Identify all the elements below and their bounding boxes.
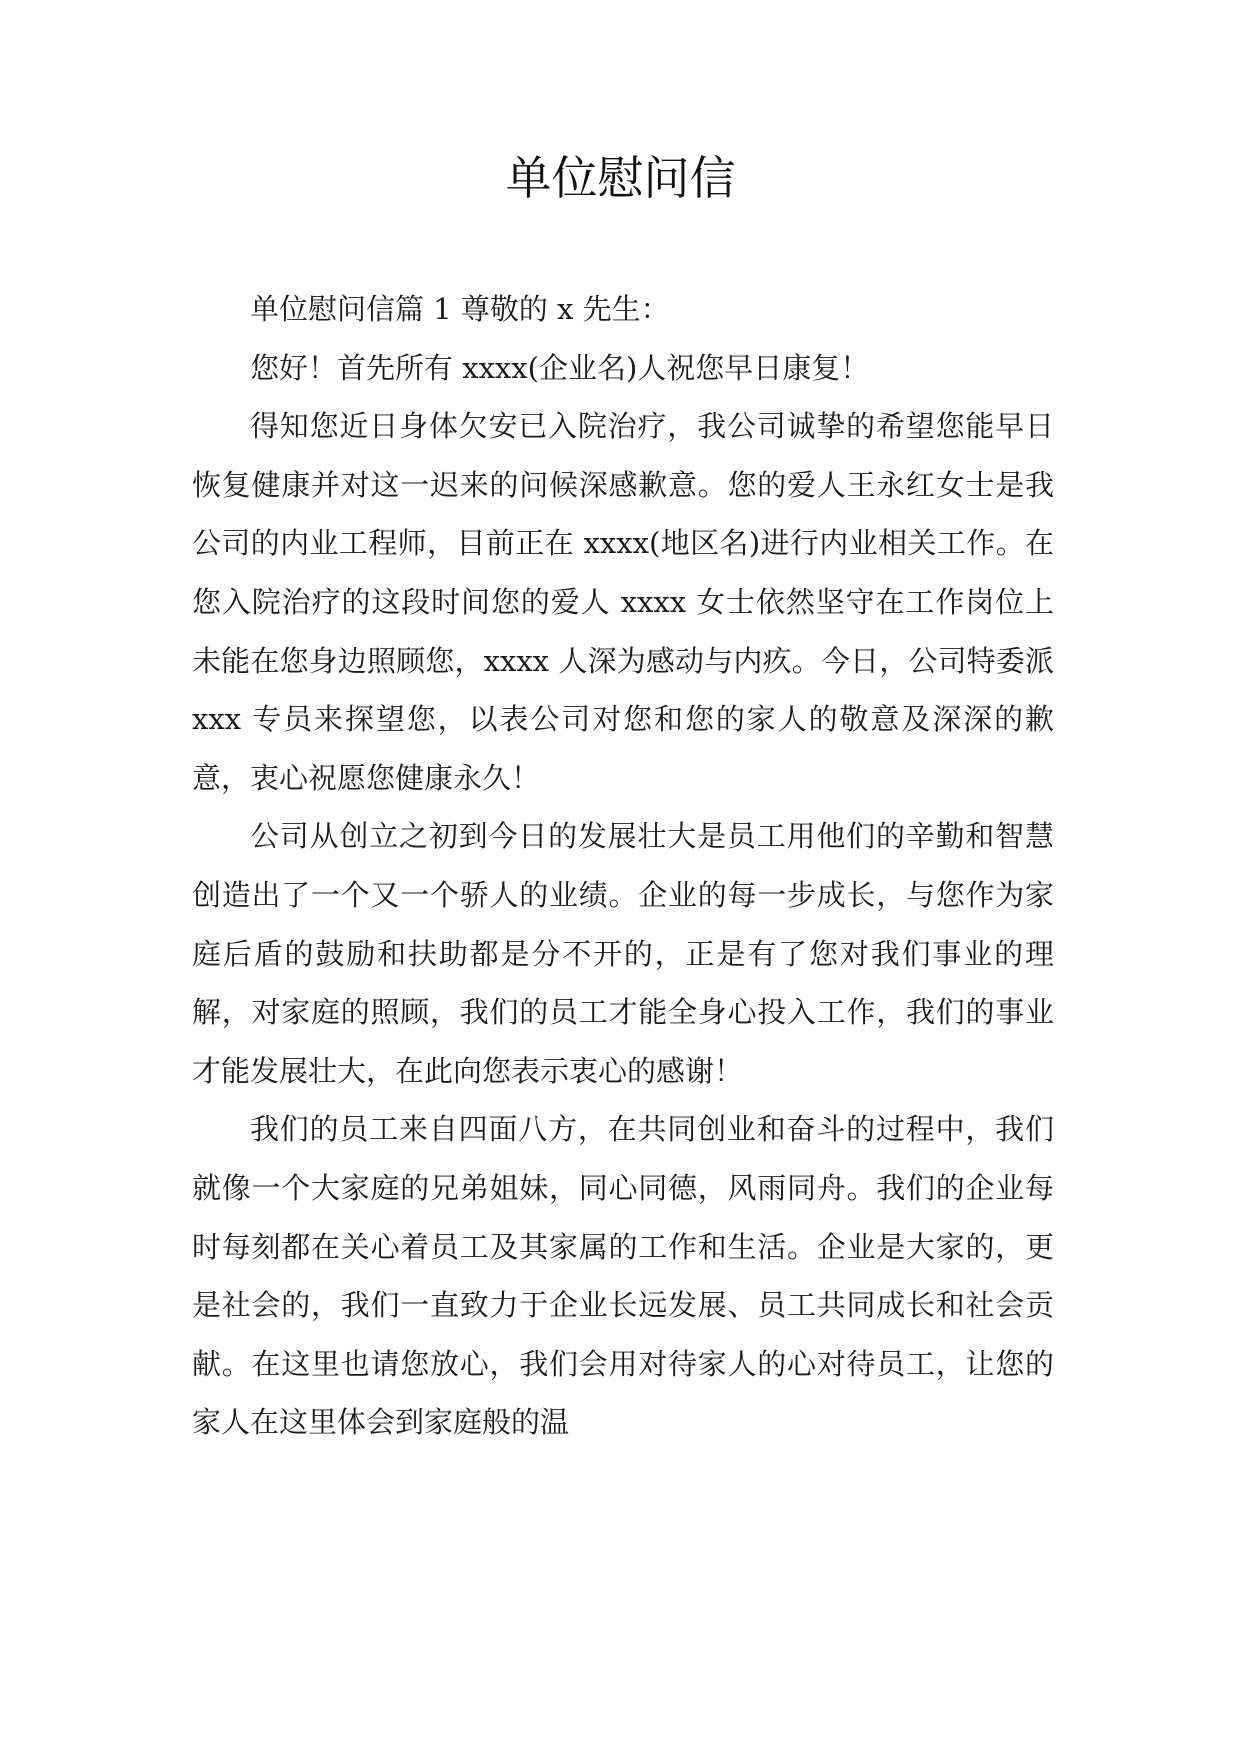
paragraph-body-1: 得知您近日身体欠安已入院治疗，我公司诚挚的希望您能早日恢复健康并对这一迟来的问候深感歉意。您的爱人王永红女士是我公司的内业工程师，目前正在 xxxx(地区名)进行内业相关工作。在您入院治疗的这段时间您的爱人 xxxx 女士依然坚守在工作岗位上未能在您身边照顾您，xxxx 人深为感动与内疚。今日，公司特委派 xxx 专员来探望您，以表公司对您和您的家人的敬意及深深的歉意，衷心祝愿您健康永久！ <box>192 409 1054 795</box>
letter-body <box>192 280 1054 1452</box>
paragraph-salutation: 单位慰问信篇 1 尊敬的 x 先生： <box>250 292 670 326</box>
paragraph-greeting: 您好！首先所有 xxxx(企业名)人祝您早日康复！ <box>250 350 870 385</box>
paragraph-body-3: 我们的员工来自四面八方，在共同创业和奋斗的过程中，我们就像一个大家庭的兄弟姐妹，同心同德，风雨同舟。我们的企业每时每刻都在关心着员工及其家属的工作和生活。企业是大家的，更是社会的，我们一直致力于企业长远发展、员工共同成长和社会贡献。在这里也请您放心，我们会用对待家人的心对待员工，让您的家人在这里体会到家庭般的温 <box>192 1112 1054 1440</box>
paragraph-body-2: 公司从创立之初到今日的发展壮大是员工用他们的辛勤和智慧创造出了一个又一个骄人的业绩。企业的每一步成长，与您作为家庭后盾的鼓励和扶助都是分不开的，正是有了您对我们事业的理解，对家庭的照顾，我们的员工才能全身心投入工作，我们的事业才能发展壮大，在此向您表示衷心的感谢！ <box>192 819 1054 1088</box>
document-title: 单位慰问信 <box>505 151 736 205</box>
